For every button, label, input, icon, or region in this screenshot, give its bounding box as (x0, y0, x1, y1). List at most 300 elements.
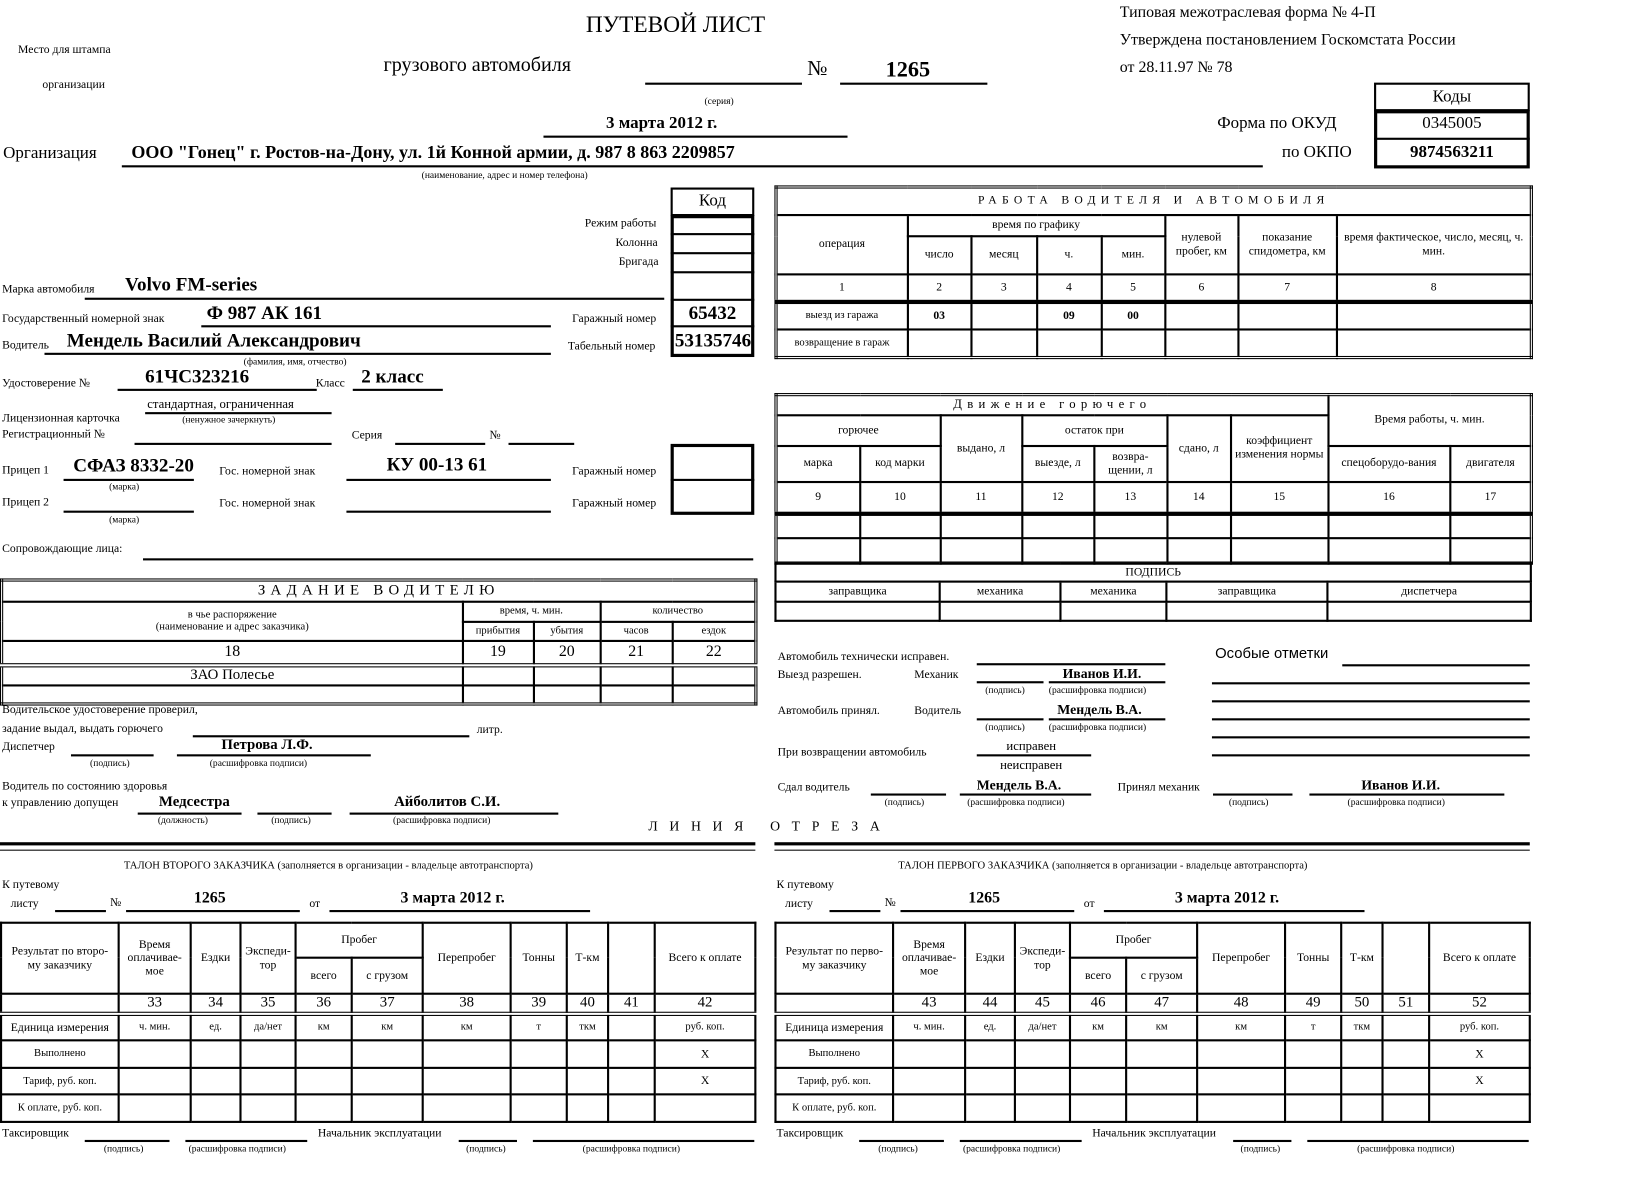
personnel-number-label: Табельный номер (567, 340, 656, 353)
time-paid-header: Время оплачивае-мое (119, 923, 191, 994)
coupon-table (774, 922, 1530, 1123)
coupon-waybill-number[interactable]: 1265 (193, 889, 226, 907)
fuel-cell[interactable] (776, 538, 860, 563)
trailer1-plate[interactable]: КУ 00-13 61 (386, 453, 488, 475)
unit-cell: км (1070, 1014, 1126, 1040)
speedometer-cell[interactable] (1238, 329, 1337, 358)
value-cell[interactable] (352, 1068, 423, 1094)
signature-cell[interactable] (1327, 602, 1530, 621)
signature-col: механика (940, 582, 1061, 602)
handed-header: сдано, л (1167, 415, 1231, 482)
value-cell[interactable] (1197, 1094, 1285, 1122)
to-waybill-label: К путевому (776, 878, 834, 891)
value-cell[interactable] (119, 1094, 191, 1122)
plate-value[interactable]: Ф 987 АК 161 (206, 301, 323, 324)
value-cell[interactable] (1126, 1068, 1197, 1094)
unit-cell: ед. (965, 1014, 1015, 1040)
fuel-cell[interactable] (1450, 538, 1532, 563)
class-value[interactable]: 2 класс (361, 365, 424, 387)
table-row (2, 665, 756, 685)
value-cell[interactable] (191, 1068, 241, 1094)
total-cell[interactable]: X (655, 1040, 756, 1068)
trailer1-plate-underline (346, 479, 550, 481)
value-cell[interactable] (1341, 1040, 1382, 1068)
unit-cell: руб. коп. (655, 1014, 756, 1040)
table-row (775, 1094, 1529, 1122)
value-cell[interactable] (1383, 1094, 1430, 1122)
health-text-1: Водитель по состоянию здоровья (2, 779, 168, 793)
value-cell[interactable] (608, 1068, 655, 1094)
day-cell[interactable]: 03 (907, 301, 971, 329)
zero-run-cell[interactable] (1165, 301, 1238, 329)
total-cell[interactable]: X (655, 1068, 756, 1094)
chief-label: Начальник эксплуатации (1092, 1127, 1216, 1140)
mileage-loaded-header: с грузом (1126, 958, 1197, 994)
row-label: К оплате, руб. коп. (775, 1094, 893, 1122)
decode-caption: (расшифровка подписи) (209, 757, 308, 769)
month-cell[interactable] (971, 301, 1037, 329)
number-sign: № (884, 896, 896, 909)
from-label: от (309, 897, 321, 911)
okpo-code[interactable]: 9874563211 (1409, 143, 1494, 162)
month-cell[interactable] (971, 329, 1037, 358)
total-cell[interactable] (655, 1094, 756, 1122)
escort-input[interactable] (143, 558, 753, 560)
task-cell[interactable] (672, 685, 756, 704)
signature-cell[interactable] (940, 602, 1061, 621)
fuel-cell[interactable] (1022, 538, 1094, 563)
decode-caption: (расшифровка подписи) (393, 814, 491, 826)
customer-header-caption: (наименование и адрес заказчика) (155, 620, 309, 633)
value-cell[interactable] (1070, 1040, 1126, 1068)
forwarder-header: Экспеди-тор (1015, 923, 1070, 994)
trailer2-input[interactable] (64, 511, 194, 513)
sign-caption: (подпись) (90, 757, 130, 769)
license-value[interactable]: 61ЧС323216 (145, 365, 250, 387)
trailer2-plate-input[interactable] (346, 511, 550, 513)
col-number: 38 (423, 994, 511, 1014)
fuel-cell[interactable] (1167, 513, 1231, 537)
fuel-cell[interactable] (1094, 513, 1167, 537)
value-cell[interactable] (567, 1094, 608, 1122)
col-number: 40 (567, 994, 608, 1014)
number-underline (840, 83, 987, 85)
special-notes-line[interactable] (1212, 754, 1530, 756)
value-cell[interactable] (965, 1068, 1015, 1094)
coupon-date[interactable]: 3 марта 2012 г. (1174, 889, 1280, 907)
value-cell[interactable] (1285, 1068, 1341, 1094)
driver-caption: (фамилия, имя, отчество) (243, 355, 347, 367)
accepted-mechanic-signature[interactable] (1213, 793, 1292, 795)
taxer-name-input[interactable] (960, 1140, 1082, 1142)
minute-cell[interactable]: 00 (1101, 301, 1165, 329)
value-cell[interactable] (1015, 1040, 1070, 1068)
col-number: 34 (191, 994, 241, 1014)
value-cell[interactable] (965, 1040, 1015, 1068)
signature-cell[interactable] (1060, 602, 1166, 621)
value-cell[interactable] (893, 1068, 965, 1094)
sign-caption: (подпись) (466, 1143, 506, 1154)
chief-name-input[interactable] (1307, 1140, 1528, 1142)
driver-sign-name[interactable]: Мендель В.А. (1057, 701, 1142, 718)
col-number: 47 (1126, 994, 1197, 1014)
col-number: 37 (352, 994, 423, 1014)
actual-time-cell[interactable] (1336, 301, 1531, 329)
okud-code[interactable]: 0345005 (1422, 114, 1482, 133)
no-input[interactable] (509, 443, 575, 445)
arrival-header: прибытия (462, 621, 533, 640)
value-cell[interactable] (511, 1094, 567, 1122)
col-number: 20 (533, 640, 600, 664)
overrun-header: Перепробег (1197, 923, 1285, 994)
value-cell[interactable] (191, 1040, 241, 1068)
units-label: Единица измерения (1, 1014, 119, 1040)
special-notes-line[interactable] (1212, 718, 1530, 720)
table-row (775, 1068, 1529, 1094)
blank-header (608, 923, 655, 994)
decode-caption: (расшифровка подписи) (1048, 684, 1147, 695)
col-number: 10 (860, 481, 941, 513)
sign-caption: (подпись) (1240, 1143, 1281, 1154)
value-cell[interactable] (296, 1094, 352, 1122)
value-cell[interactable] (511, 1068, 567, 1094)
fuel-header: горючее (776, 415, 940, 446)
faulty-option[interactable]: неисправен (1000, 757, 1063, 773)
special-equipment-header: спецоборудо-вания (1328, 445, 1450, 481)
mechanic-name[interactable]: Иванов И.И. (1062, 665, 1142, 682)
speedometer-cell[interactable] (1238, 301, 1337, 329)
table-row (1, 1068, 755, 1094)
trailer2-plate-label: Гос. номерной знак (219, 496, 316, 510)
brand-value[interactable]: Volvo FM-series (125, 273, 258, 295)
trailer-garage-divider (671, 479, 755, 481)
zero-run-cell[interactable] (1165, 329, 1238, 358)
day-cell[interactable] (907, 329, 971, 358)
coupon-table (0, 922, 756, 1123)
value-cell[interactable] (240, 1094, 295, 1122)
value-cell[interactable] (1197, 1040, 1285, 1068)
col-number: 50 (1341, 994, 1382, 1014)
customer-cell[interactable] (2, 685, 463, 704)
hour-header: ч. (1037, 236, 1102, 274)
decode-caption: (расшифровка подписи) (582, 1143, 681, 1154)
value-cell[interactable] (352, 1040, 423, 1068)
unit-cell: руб. коп. (1429, 1014, 1530, 1040)
liters-label: литр. (476, 723, 503, 737)
card-type[interactable]: стандартная, ограниченная (147, 396, 294, 412)
chief-signature[interactable] (459, 1140, 517, 1142)
table-row (776, 513, 1531, 537)
unit-cell: км (352, 1014, 423, 1040)
value-cell[interactable] (893, 1040, 965, 1068)
hour-cell[interactable] (1037, 329, 1102, 358)
fuel-cell[interactable] (1450, 513, 1532, 537)
table-row (1, 1094, 755, 1122)
table-row (1, 1040, 755, 1068)
col-number: 14 (1167, 481, 1231, 513)
taxer-signature[interactable] (859, 1140, 944, 1142)
col-number: 1 (776, 274, 907, 302)
special-notes-line[interactable] (1212, 682, 1530, 684)
col-number: 6 (1165, 274, 1238, 302)
fuel-cell[interactable] (1167, 538, 1231, 563)
value-cell[interactable] (191, 1094, 241, 1122)
value-cell[interactable] (1015, 1068, 1070, 1094)
fuel-cell[interactable] (776, 513, 860, 537)
on-return-text: При возвращении автомобиль (777, 745, 927, 759)
page-subtitle: грузового автомобиля (383, 54, 572, 77)
mechanic-signature[interactable] (977, 681, 1044, 683)
driver-signature[interactable] (977, 718, 1044, 720)
overrun-header: Перепробег (423, 923, 511, 994)
number-sign: № (807, 57, 828, 81)
number-sign: № (110, 896, 122, 909)
value-cell[interactable] (352, 1094, 423, 1122)
task-cell[interactable] (600, 685, 672, 704)
brand-label: Марка автомобиля (2, 282, 95, 296)
fuel-table (774, 393, 1533, 565)
unit-cell: ткм (567, 1014, 608, 1040)
col-number: 5 (1101, 274, 1165, 302)
value-cell[interactable] (1015, 1094, 1070, 1122)
value-cell[interactable] (1126, 1094, 1197, 1122)
task-cell[interactable] (462, 665, 533, 685)
value-cell[interactable] (1070, 1068, 1126, 1094)
table-row (776, 301, 1531, 329)
value-cell[interactable] (1285, 1094, 1341, 1122)
personnel-number-value[interactable]: 53135746 (674, 329, 752, 351)
value-cell[interactable] (567, 1068, 608, 1094)
series-field[interactable] (645, 83, 802, 85)
column-label: Колонна (615, 236, 658, 249)
brand-code-header: код марки (860, 445, 941, 481)
forwarder-header: Экспеди-тор (240, 923, 295, 994)
fuel-cell[interactable] (1230, 513, 1328, 537)
series-input[interactable] (395, 443, 485, 445)
speedometer-header: показание спидометра, км (1238, 215, 1337, 274)
value-cell[interactable] (423, 1040, 511, 1068)
handed-driver-label: Сдал водитель (777, 780, 850, 794)
garage-number-value[interactable]: 65432 (688, 301, 737, 324)
minute-cell[interactable] (1101, 329, 1165, 358)
col-number: 2 (907, 274, 971, 302)
chief-signature[interactable] (1233, 1140, 1291, 1142)
signature-title: ПОДПИСЬ (775, 564, 1530, 582)
value-cell[interactable] (1285, 1040, 1341, 1068)
handed-driver-name[interactable]: Мендель В.А. (976, 776, 1062, 793)
value-cell[interactable] (893, 1094, 965, 1122)
kod-divider (671, 271, 755, 273)
value-cell[interactable] (1383, 1068, 1430, 1094)
class-label: Класс (315, 377, 345, 390)
value-cell[interactable] (608, 1094, 655, 1122)
value-cell[interactable] (1197, 1068, 1285, 1094)
fuel-cell[interactable] (860, 538, 941, 563)
value-cell[interactable] (296, 1068, 352, 1094)
table-row (775, 1040, 1529, 1068)
value-cell[interactable] (1126, 1040, 1197, 1068)
chief-name-input[interactable] (533, 1140, 754, 1142)
departure-header: убытия (533, 621, 600, 640)
task-cell[interactable] (533, 665, 600, 685)
trailer1-plate-label: Гос. номерной знак (219, 465, 316, 478)
table-row (2, 685, 756, 704)
waybill-number[interactable]: 1265 (885, 56, 931, 82)
fuel-cell[interactable] (1094, 538, 1167, 563)
coupon-date[interactable]: 3 марта 2012 г. (400, 889, 505, 907)
fuel-cell[interactable] (1328, 538, 1450, 563)
handed-driver-signature[interactable] (871, 793, 946, 795)
sign-caption: (подпись) (878, 1143, 918, 1154)
task-cell[interactable] (462, 685, 533, 704)
fuel-cell[interactable] (940, 538, 1022, 563)
customer-cell[interactable]: ЗАО Полесье (2, 665, 463, 685)
plate-underline (201, 325, 551, 327)
fuel-title: Движение горючего (776, 395, 1328, 415)
value-cell[interactable] (608, 1040, 655, 1068)
month-header: месяц (971, 236, 1037, 274)
unit-cell: ч. мин. (119, 1014, 191, 1040)
serviceable-option[interactable]: исправен (1006, 738, 1057, 754)
signature-col: механика (1060, 582, 1166, 602)
issued-header: выдано, л (940, 415, 1022, 482)
driver-value[interactable]: Мендель Василий Александрович (66, 329, 361, 351)
value-cell[interactable] (296, 1040, 352, 1068)
number-underline (900, 910, 1074, 912)
number-underline (126, 910, 300, 912)
organization-value[interactable]: ООО "Гонец" г. Ростов-на-Дону, ул. 1й Конной армии, д. 987 8 863 2209857 (131, 141, 735, 163)
total-pay-header: Всего к оплате (655, 923, 756, 994)
table-row (1, 994, 755, 1014)
card-label: Лицензионная карточка (2, 412, 120, 425)
accepted-mechanic-underline (1309, 793, 1504, 795)
taxer-label: Таксировщик (2, 1127, 69, 1140)
task-cell[interactable] (533, 685, 600, 704)
brand-header: марка (776, 445, 860, 481)
taxer-label: Таксировщик (776, 1127, 844, 1140)
value-cell[interactable] (423, 1068, 511, 1094)
special-notes-line[interactable] (1212, 736, 1530, 738)
trailer1-value[interactable]: СФАЗ 8332-20 (73, 454, 194, 476)
total-cell[interactable] (1429, 1094, 1530, 1122)
signature-col: диспетчера (1327, 582, 1530, 602)
col-number: 41 (608, 994, 655, 1014)
dispatcher-name[interactable]: Петрова Л.Ф. (221, 737, 313, 754)
value-cell[interactable] (423, 1094, 511, 1122)
waybill-date[interactable]: 3 марта 2012 г. (605, 114, 718, 133)
second-customer-coupon (0, 842, 755, 1160)
fuel-cell[interactable] (1230, 538, 1328, 563)
fuel-cell[interactable] (940, 513, 1022, 537)
value-cell[interactable] (119, 1068, 191, 1094)
from-label: от (1083, 897, 1095, 911)
task-table (0, 578, 758, 705)
fuel-cell[interactable] (860, 513, 941, 537)
col-number: 35 (240, 994, 295, 1014)
trailer2-label: Прицеп 2 (2, 495, 49, 509)
sign-caption: (подпись) (271, 814, 311, 826)
taxer-name-input[interactable] (185, 1140, 307, 1142)
special-notes-line[interactable] (1342, 664, 1530, 666)
waybill-series-input[interactable] (830, 910, 881, 912)
okpo-label: по ОКПО (1281, 143, 1352, 162)
accepted-mechanic-label: Принял механик (1117, 780, 1200, 794)
medic-name[interactable]: Айболитов С.И. (394, 794, 501, 811)
result-header: Результат по второ-му заказчику (1, 923, 119, 994)
task-cell[interactable] (600, 665, 672, 685)
brand-underline (85, 298, 664, 300)
hour-cell[interactable]: 09 (1037, 301, 1102, 329)
signature-col: заправщика (775, 582, 939, 602)
value-cell[interactable] (511, 1040, 567, 1068)
minute-header: мин. (1101, 236, 1165, 274)
trips-header: Ездки (191, 923, 241, 994)
cut-line-label: ЛИНИЯ ОТРЕЗА (648, 817, 892, 834)
to-waybill-label: К путевому (2, 878, 60, 891)
task-cell[interactable] (672, 665, 756, 685)
quantity-header: количество (600, 601, 756, 621)
total-cell[interactable]: X (1429, 1068, 1530, 1094)
col-number: 22 (672, 640, 756, 664)
medic-position[interactable]: Медсестра (158, 794, 230, 811)
accepted-mechanic-name[interactable]: Иванов И.И. (1361, 776, 1441, 793)
operation-cell: возвращение в гараж (776, 329, 907, 358)
signature-cell[interactable] (775, 602, 939, 621)
value-cell[interactable] (240, 1040, 295, 1068)
reg-label: Регистрационный № (2, 427, 105, 441)
col-number: 44 (965, 994, 1015, 1014)
trailer2-caption: (марка) (109, 513, 140, 525)
kod-divider (671, 299, 755, 301)
col-number: 4 (1037, 274, 1102, 302)
value-cell[interactable] (965, 1094, 1015, 1122)
col-number: 48 (1197, 994, 1285, 1014)
waybill-series-input[interactable] (55, 910, 106, 912)
actual-time-cell[interactable] (1336, 329, 1531, 358)
card-caption: (ненужное зачеркнуть) (182, 414, 276, 425)
value-cell[interactable] (240, 1068, 295, 1094)
hours-header: часов (600, 621, 672, 640)
fuel-cell[interactable] (1022, 513, 1094, 537)
engine-header: двигателя (1450, 445, 1532, 481)
coupon-waybill-number[interactable]: 1265 (968, 889, 1001, 907)
col-number: 33 (119, 994, 191, 1014)
fuel-cell[interactable] (1328, 513, 1450, 537)
value-cell[interactable] (1383, 1040, 1430, 1068)
value-cell[interactable] (567, 1040, 608, 1068)
class-underline (353, 389, 443, 391)
value-cell[interactable] (119, 1040, 191, 1068)
codes-divider (1374, 138, 1530, 140)
signature-table (774, 563, 1531, 622)
total-cell[interactable]: X (1429, 1040, 1530, 1068)
value-cell[interactable] (1070, 1094, 1126, 1122)
value-cell[interactable] (1341, 1068, 1382, 1094)
reg-field[interactable] (135, 443, 332, 445)
blank-cell (1, 994, 119, 1014)
trips-header: Ездки (965, 923, 1015, 994)
page-title: ПУТЕВОЙ ЛИСТ (585, 10, 766, 38)
work-mode-label: Режим работы (584, 217, 657, 230)
date-underline (329, 910, 590, 912)
value-cell[interactable] (1341, 1094, 1382, 1122)
departure-remainder-header: выезде, л (1022, 445, 1094, 481)
signature-cell[interactable] (1166, 602, 1327, 621)
taxer-signature[interactable] (85, 1140, 170, 1142)
dispatcher-signature[interactable] (71, 754, 154, 756)
coupon-top-border (774, 842, 1529, 850)
special-notes-line[interactable] (1212, 700, 1530, 702)
